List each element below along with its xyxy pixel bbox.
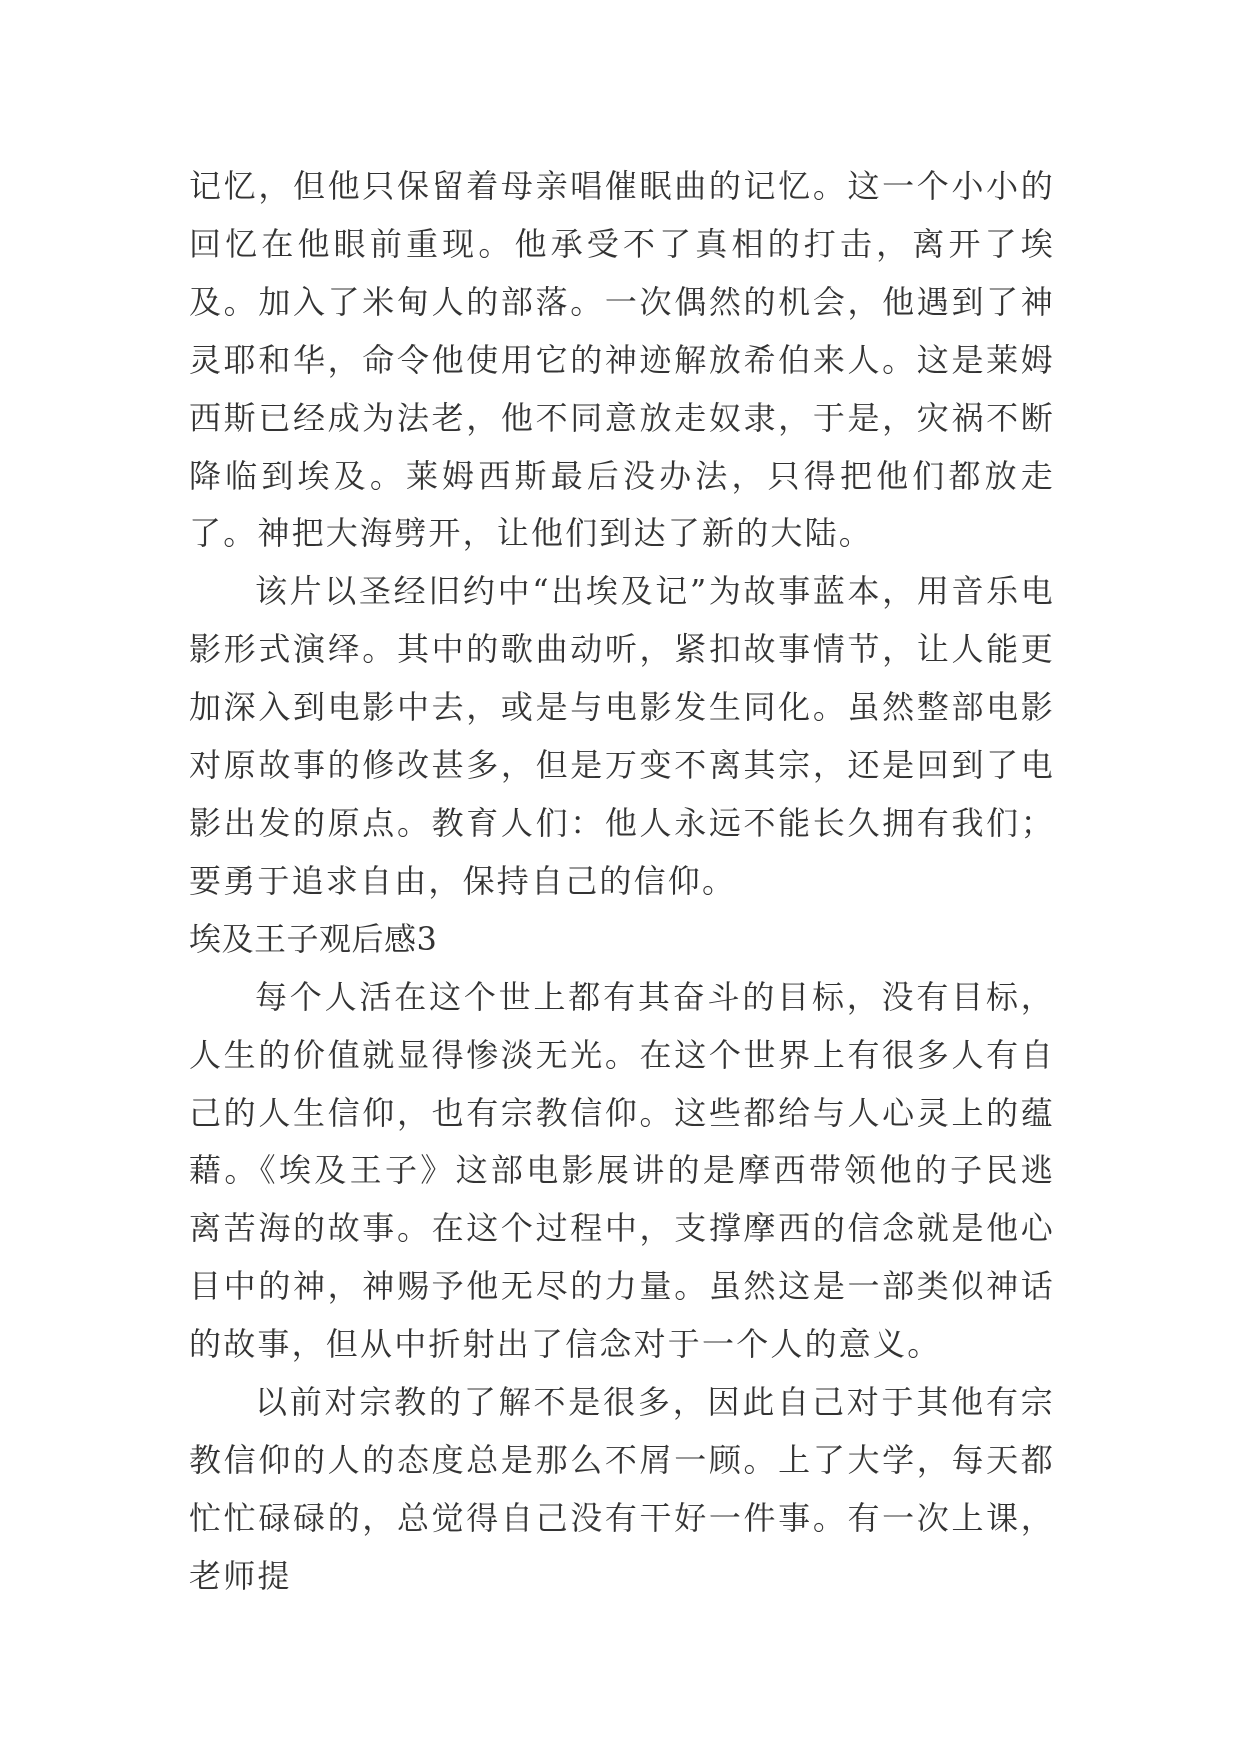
paragraph-film-summary: 该片以圣经旧约中“出埃及记”为故事蓝本，用音乐电影形式演绎。其中的歌曲动听，紧扣故事情节，让人能更加深入到电影中去，或是与电影发生同化。虽然整部电影对原故事的修改甚多，但是万变不离其宗，还是回到了电影出发的原点。教育人们：他人永远不能长久拥有我们；要勇于追求自由，保持自己的信仰。 [189,572,1055,900]
paragraph-continued: 记忆，但他只保留着母亲唱催眠曲的记忆。这一个小小的回忆在他眼前重现。他承受不了真相的打击，离开了埃及。加入了米甸人的部落。一次偶然的机会，他遇到了神灵耶和华，命令他使用它的神迹解放希伯来人。这是莱姆西斯已经成为法老，他不同意放走奴隶，于是，灾祸不断降临到埃及。莱姆西斯最后没办法，只得把他们都放走了。神把大海劈开，让他们到达了新的大陆。 [189,167,1055,553]
paragraph-religion: 以前对宗教的了解不是很多，因此自己对于其他有宗教信仰的人的态度总是那么不屑一顾。上了大学，每天都忙忙碌碌的，总觉得自己没有干好一件事。有一次上课，老师提 [189,1383,1055,1595]
paragraph-goals: 每个人活在这个世上都有其奋斗的目标，没有目标，人生的价值就显得惨淡无光。在这个世界上有很多人有自己的人生信仰，也有宗教信仰。这些都给与人心灵上的蕴藉。《埃及王子》这部电影展讲的是摩西带领他的子民逃离苦海的故事。在这个过程中，支撑摩西的信念就是他心目中的神，神赐予他无尽的力量。虽然这是一部类似神话的故事，但从中折射出了信念对于一个人的意义。 [189,977,1055,1364]
section-heading: 埃及王子观后感3 [189,919,438,958]
document-body [189,158,1055,1606]
